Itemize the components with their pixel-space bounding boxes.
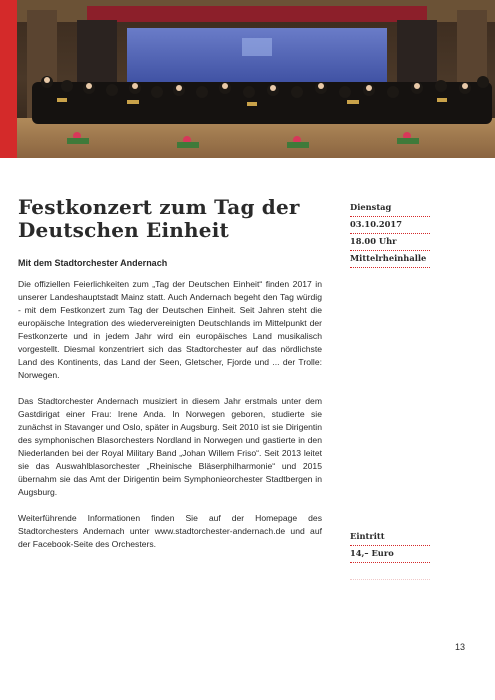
event-date: 03.10.2017 <box>350 217 430 234</box>
event-title: Festkonzert zum Tag der Deutschen Einheit <box>18 195 300 242</box>
event-venue: Mittelrheinhalle <box>350 251 430 268</box>
red-accent-bar <box>0 0 17 158</box>
page-number: 13 <box>455 642 466 652</box>
admission-info <box>350 529 430 580</box>
admission-label: Eintritt <box>350 529 430 546</box>
paragraph-conductor: Das Stadtorchester Andernach musiziert in diesem Jahr erstmals unter dem Gastdirigat einer Frau: Irene Anda. In Norwegen geboren, studierte sie zunächst in Stavanger und Oslo, später in Augsburg. Seit 2010 ist sie Dirigentin des symphonischen Blasorchesters Nordland in Norwegen und gastierte in den Niederlanden bei der Royal Military Band „Johan Willem Friso“. Seit 2013 leitet sie das Auswahlblasorchester „Rheinische Bläserphilharmonie“ und 2015 übernahm sie das Amt der Dirigentin beim Symphonieorchester Stadtbergen in Augsburg. <box>18 396 322 497</box>
header-photo-strip <box>0 0 495 158</box>
paragraph-intro: Die offiziellen Feierlichkeiten zum „Tag der Deutschen Einheit“ finden 2017 in unserer Landeshauptstadt Mainz statt. Auch Andernach begeht den Tag würdig - mit dem Festkonzert zum Tag der Deutschen Einheit. Seit Jahren steht die europäische Integration des wiedervereinigten Deutschlands im Mittelpunkt der Festkonzerte und in jedem Jahr wird ein europäisches Land musikalisch vorgestellt. Diesmal konzentriert sich das Stadtorchester auf das nördlichste Land des Kontinents, das Land der Seen, Gletscher, Fjorde und ... der Trolle: Norwegen. <box>18 279 322 380</box>
event-day: Dienstag <box>350 200 430 217</box>
admission-note <box>350 563 430 580</box>
orchestra-photo <box>17 0 495 158</box>
admission-price: 14,– Euro <box>350 546 430 563</box>
event-subtitle: Mit dem Stadtorchester Andernach <box>18 258 168 268</box>
paragraph-more-info: Weiterführende Informationen finden Sie auf der Homepage des Stadtorchesters Andernach unter www.stadtorchester-andernach.de und auf der Facebook-Seite des Orchesters. <box>18 513 322 549</box>
event-details <box>350 200 430 268</box>
event-time: 18.00 Uhr <box>350 234 430 251</box>
event-description <box>18 278 322 564</box>
